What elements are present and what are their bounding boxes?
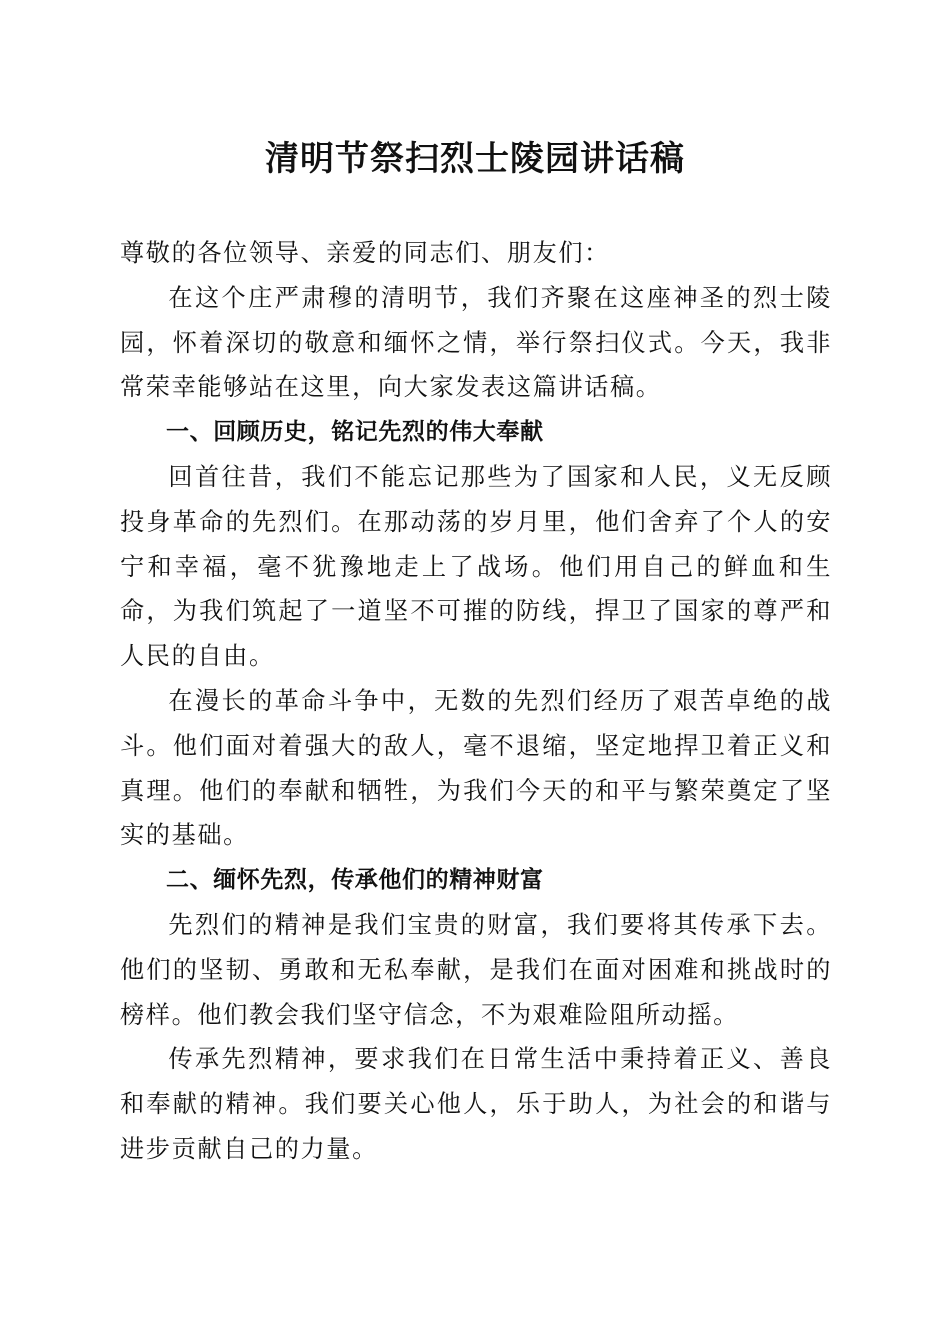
section-heading-2: 二、缅怀先烈，传承他们的精神财富 [166,867,544,894]
paragraph-section2-1: 先烈们的精神是我们宝贵的财富，我们要将其传承下去。他们的坚韧、勇敢和无私奉献，是我们在面对困难和挑战时的榜样。他们教会我们坚守信念，不为艰难险阻所动摇。 [120,910,832,1029]
paragraph-section1-2: 在漫长的革命斗争中，无数的先烈们经历了艰苦卓绝的战斗。他们面对着强大的敌人，毫不退缩，坚定地捍卫着正义和真理。他们的奉献和牺牲，为我们今天的和平与繁荣奠定了坚实的基础。 [120,686,832,850]
salutation: 尊敬的各位领导、亲爱的同志们、朋友们： [120,239,610,267]
document-body [120,231,832,1172]
section-heading-1: 一、回顾历史，铭记先烈的伟大奉献 [166,419,544,446]
paragraph-section1-1: 回首往昔，我们不能忘记那些为了国家和人民，义无反顾投身革命的先烈们。在那动荡的岁月里，他们舍弃了个人的安宁和幸福，毫不犹豫地走上了战场。他们用自己的鲜血和生命，为我们筑起了一道坚不可摧的防线，捍卫了国家的尊严和人民的自由。 [120,462,832,671]
paragraph-intro: 在这个庄严肃穆的清明节，我们齐聚在这座神圣的烈士陵园，怀着深切的敬意和缅怀之情，举行祭扫仪式。今天，我非常荣幸能够站在这里，向大家发表这篇讲话稿。 [120,283,832,402]
paragraph-section2-2: 传承先烈精神，要求我们在日常生活中秉持着正义、善良和奉献的精神。我们要关心他人，乐于助人，为社会的和谐与进步贡献自己的力量。 [120,1045,832,1163]
document-title: 清明节祭扫烈士陵园讲话稿 [265,139,685,179]
